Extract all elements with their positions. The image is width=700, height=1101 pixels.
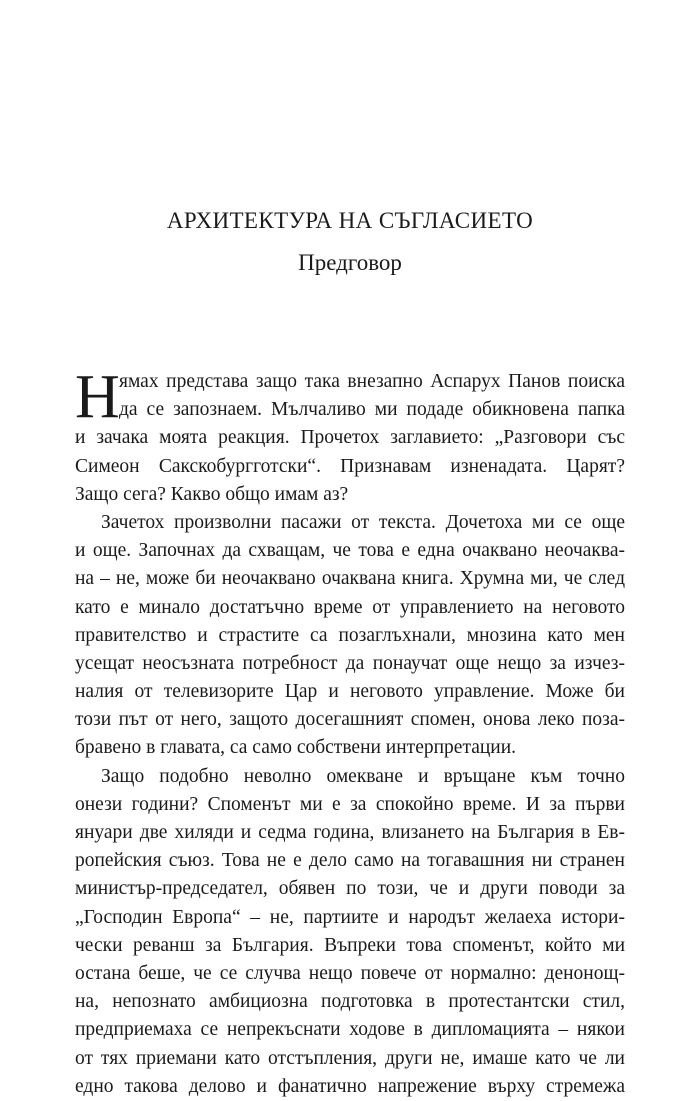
text-line: чески реванш за България. Въпреки това споменът, който ми [75, 934, 625, 956]
text-line: на – не, може би неочаквано очаквана книга. Хрумна ми, че след [75, 568, 625, 590]
text-line: „Господин Европа“ – не, партиите и народът желаеха истори- [75, 906, 625, 928]
text-line: на, непознато амбициозна подготовка в протестантски стил, [75, 991, 625, 1013]
text-line: министър-председател, обявен по този, че и други поводи за [75, 878, 625, 900]
text-line: предприемаха се непрекъснати ходове в дипломацията – някои [75, 1019, 625, 1041]
text-line: като е минало достатъчно време от управлението на неговото [75, 596, 625, 618]
text-line: бравено в главата, са само собствени интерпретации. [75, 737, 517, 759]
text-line: усещат неосъзната потребност да понаучат още нещо за изчез- [75, 652, 625, 674]
drop-cap: Н [75, 363, 120, 431]
text-line: Симеон Сакскобургготски“. Признавам изненадата. Царят? [75, 455, 625, 477]
text-line: налия от телевизорите Цар и неговото управление. Може би [75, 681, 625, 703]
text-line: Защо подобно неволно омекване и връщане към точно [101, 765, 625, 787]
text-line: ропейския съюз. Това не е дело само на тогавашния ни странен [75, 850, 625, 872]
text-line: да се запознаем. Мълчаливо ми подаде обикновена папка [119, 399, 625, 421]
text-line: и още. Започнах да схващам, че това е една очаквано неочаква- [75, 540, 625, 562]
first-paragraph-opening [75, 363, 625, 431]
text-line: правителство и страстите са позаглъхнали, мнозина като мен [75, 624, 625, 646]
chapter-heading [0, 205, 700, 279]
chapter-subtitle: Предговор [298, 250, 402, 275]
text-line: остана беше, че се случва нещо повече от нормално: денонощ- [75, 962, 625, 984]
text-line: този път от него, защото досегашният спомен, онова леко поза- [75, 709, 625, 731]
text-line: януари две хиляди и седма година, влизането на България в Ев- [75, 822, 625, 843]
body-text [75, 363, 625, 1101]
text-line: Защо сега? Какво общо имам аз? [75, 483, 349, 505]
text-line: и зачака моята реакция. Прочетох заглавието: „Разговори със [75, 427, 625, 449]
text-line: Зачетох произволни пасажи от текста. Дочетоха ми се още [101, 511, 625, 533]
chapter-title: АРХИТЕКТУРА НА СЪГЛАСИЕТО [166, 208, 534, 233]
text-line: ямах представа защо така внезапно Аспарух Панов поиска [119, 371, 625, 392]
text-line: онези години? Споменът ми е за спокойно време. И за първи [75, 793, 625, 815]
text-line: едно такова делово и фанатично напрежение върху стремежа [75, 1075, 625, 1097]
text-line: от тях приемани като отстъпления, други не, имаше като че ли [75, 1047, 625, 1069]
